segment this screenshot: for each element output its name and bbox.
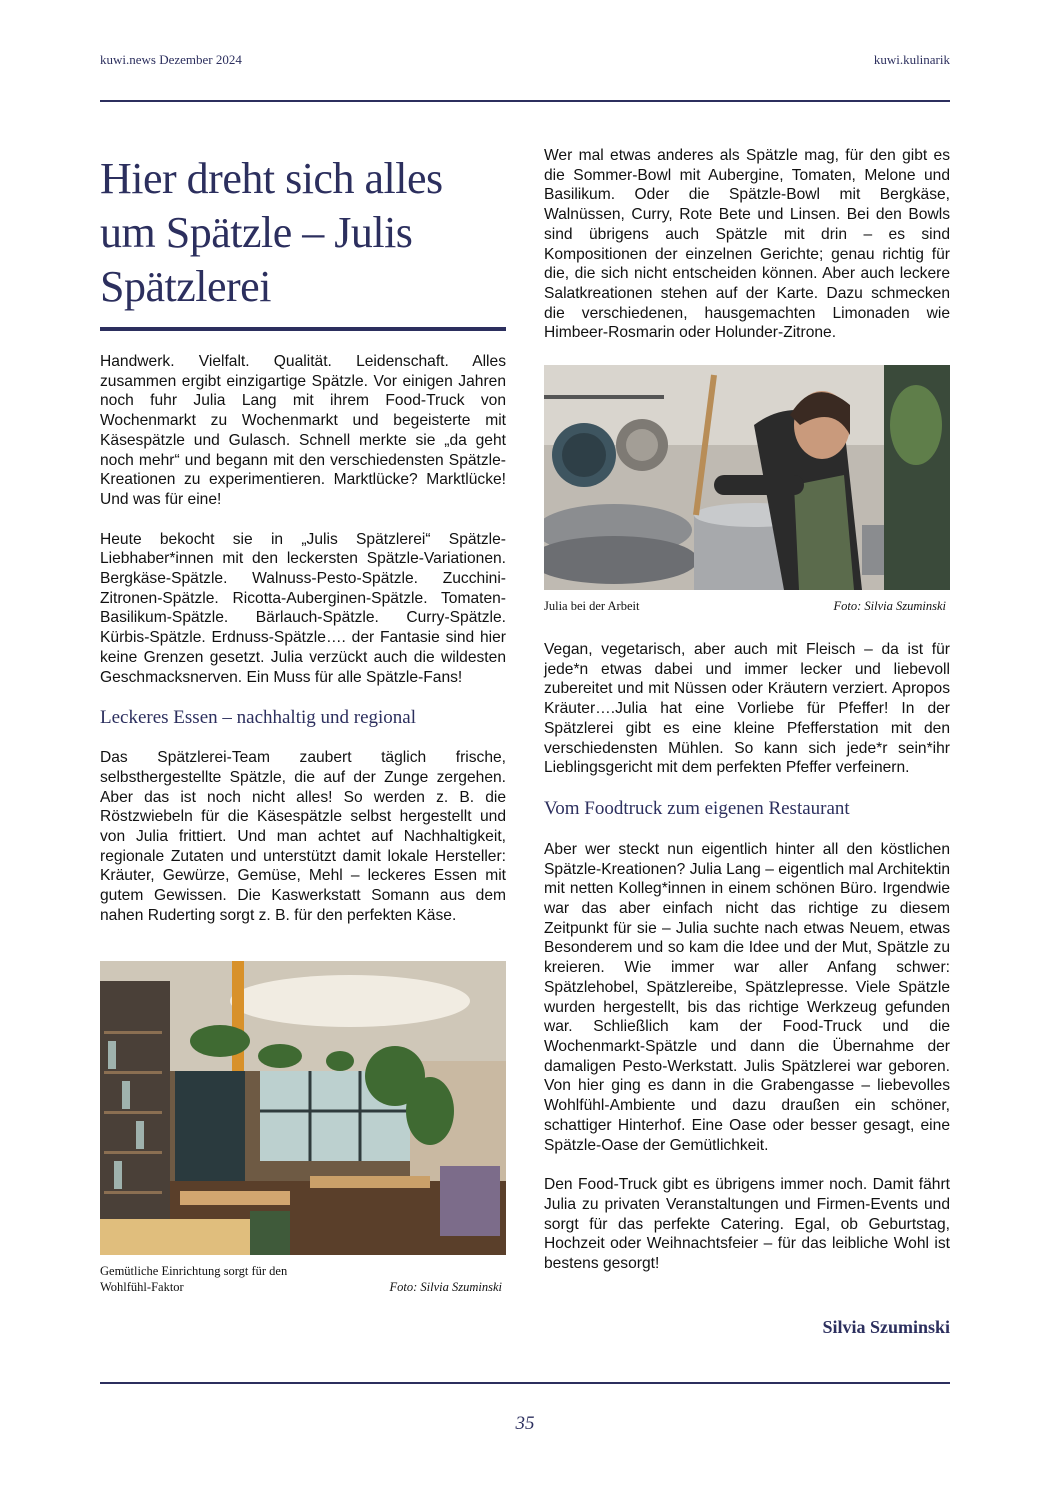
article-title: Hier dreht sich alles um Spätzle – Julis Spätzlerei xyxy=(100,154,443,311)
paragraph-variations: Heute bekocht sie in „Julis Spätzlerei“ Spätzle-Liebhaber*innen mit den leckersten Spätzle-Variationen. Bergkäse-Spätzle. Walnuss-Pesto-Spätzle. Zucchini-Zitronen-Spätzle. Ricotta-Auberginen-Spätzle. Tomaten-Basilikum-Spätzle. Bärlauch-Spätzle. Curry-Spätzle. Kürbis-Spätzle. Erdnuss-Spätzle…. der Fantasie sind hier keine Grenzen gesetzt. Julia verzückt auch die wildesten Geschmacksnerven. Ein Muss für alle Spätzle-Fans! xyxy=(100,530,506,686)
photo-2-credit: Foto: Silvia Szuminski xyxy=(833,599,946,614)
photo-julia-cooking xyxy=(544,365,950,590)
photo-1-credit: Foto: Silvia Szuminski xyxy=(389,1279,502,1294)
paragraph-bowls: Wer mal etwas anderes als Spätzle mag, für den gibt es die Sommer-Bowl mit Aubergine, Tomaten, Melone und Basilikum. Oder die Spätzle-Bowl mit Bergkäse, Walnüssen, Curry, Rote Bete und Linsen. Bei den Bowls sind übrigens auch Spätzle mit drin – es sind Kompositionen der einzelnen Gerichte; genau richtig für die, die sich nicht entscheiden können. Aber auch leckere Salatkreationen stehen auf der Karte. Dazu schmecken die verschiedenen, hausgemachten Limonaden wie Himbeer-Rosmarin oder Holunder-Zitrone. xyxy=(544,147,950,342)
left-column xyxy=(100,352,506,1295)
kitchen-image xyxy=(544,365,950,590)
photo-2-caption-row xyxy=(544,598,950,614)
header-section: kuwi.kulinarik xyxy=(873,52,950,67)
photo-2-caption: Julia bei der Arbeit xyxy=(544,599,640,614)
page-number: 35 xyxy=(515,1413,535,1434)
title-rule xyxy=(100,327,506,331)
paragraph-team: Das Spätzlerei-Team zaubert täglich frische, selbsthergestellte Spätzle, die auf der Zunge zergehen. Aber das ist noch nicht alles! So werden z. B. die Röstzwiebeln für die Käsespätzle selbst hergestellt und von Julia frittiert. Und man achtet auf Nachhaltigkeit, regionale Zutaten und unterstützt damit lokale Hersteller: Kräuter, Gewürze, Gemüse, Mehl – leckeres Essen mit gutem Gewissen. Die Kaswerkstatt Somann aus dem nahen Ruderting sorgt z. B. für den perfekten Käse. xyxy=(100,749,506,924)
paragraph-catering: Den Food-Truck gibt es übrigens immer noch. Damit fährt Julia zu privaten Veranstaltungen und Firmen-Events und sorgt für das perfekte Catering. Egal, ob Geburtstag, Hochzeit oder Weihnachtsfeier – für das leibliche Wohl ist bestens gesorgt! xyxy=(544,1176,950,1273)
paragraph-intro: Handwerk. Vielfalt. Qualität. Leidenschaft. Alles zusammen ergibt einzigartige Spätzle. Vor einigen Jahren noch fuhr Julia Lang mit ihrem Food-Truck von Wochenmarkt zu Wochenmarkt und begeisterte mit Käsespätzle und Gulasch. Schnell merkte sie „da geht noch mehr“ und begann mit den verschiedensten Spätzle-Kreationen zu experimentieren. Marktlücke? Marktlücke! Und was für eine! xyxy=(100,353,506,508)
subhead-foodtruck: Vom Foodtruck zum eigenen Restaurant xyxy=(544,797,850,819)
header-publication: kuwi.news Dezember 2024 xyxy=(100,52,242,67)
paragraph-vegan: Vegan, vegetarisch, aber auch mit Fleisch – da ist für jede*n etwas dabei und immer lecker und liebevoll zubereitet und mit Nüssen oder Kräutern verziert. Apropos Kräuter….Julia hat eine Vorliebe für Pfeffer! In der Spätzlerei gibt es eine kleine Pfefferstation mit den verschiedensten Mühlen. So kann sich jede*r sein*ihr Lieblingsgericht mit dem perfekten Pfeffer verfeinern. xyxy=(544,641,950,777)
photo-1-caption: Gemütliche Einrichtung sorgt für den Wohlfühl-Faktor xyxy=(100,1263,288,1294)
footer-rule xyxy=(100,1382,950,1384)
subhead-regional: Leckeres Essen – nachhaltig und regional xyxy=(100,707,417,729)
interior-image xyxy=(100,961,506,1255)
right-column xyxy=(544,146,950,1274)
photo-restaurant-interior xyxy=(100,961,506,1255)
paragraph-julia-story: Aber wer steckt nun eigentlich hinter all den köstlichen Spätzle-Kreationen? Julia Lang – eigentlich mal Architektin mit netten Kolleg*innen in einem schönen Büro. Irgendwie war das aber einfach nicht das richtige zu diesem Zeitpunkt für sie – Julia suchte nach etwas Neuem, etwas Besonderem und so kam die Idee und der Mut, Spätzle zu kreieren. Wie immer war aller Anfang schwer: Spätzlehobel, Spätzlereibe, Spätzlepresse. Viele Spätzle wurden hergestellt, bis das richtige Werkzeug gefunden war. Schließlich kam der Food-Truck und die Wochenmarkt-Spätzle und dann die Übernahme der damaligen Pesto-Werkstatt. Julis Spätzlerei war geboren. Von hier ging es dann in die Grabengasse – liebevolles Wohlfühl-Ambiente und dazu draußen ein schöner, schattiger Hinterhof. Eine Oase oder besser gesagt, eine Spätzle-Oase der Gemütlichkeit. xyxy=(544,840,950,1154)
article-author: Silvia Szuminski xyxy=(822,1317,950,1337)
header-rule xyxy=(100,100,950,102)
photo-1-caption-row xyxy=(100,1263,506,1295)
